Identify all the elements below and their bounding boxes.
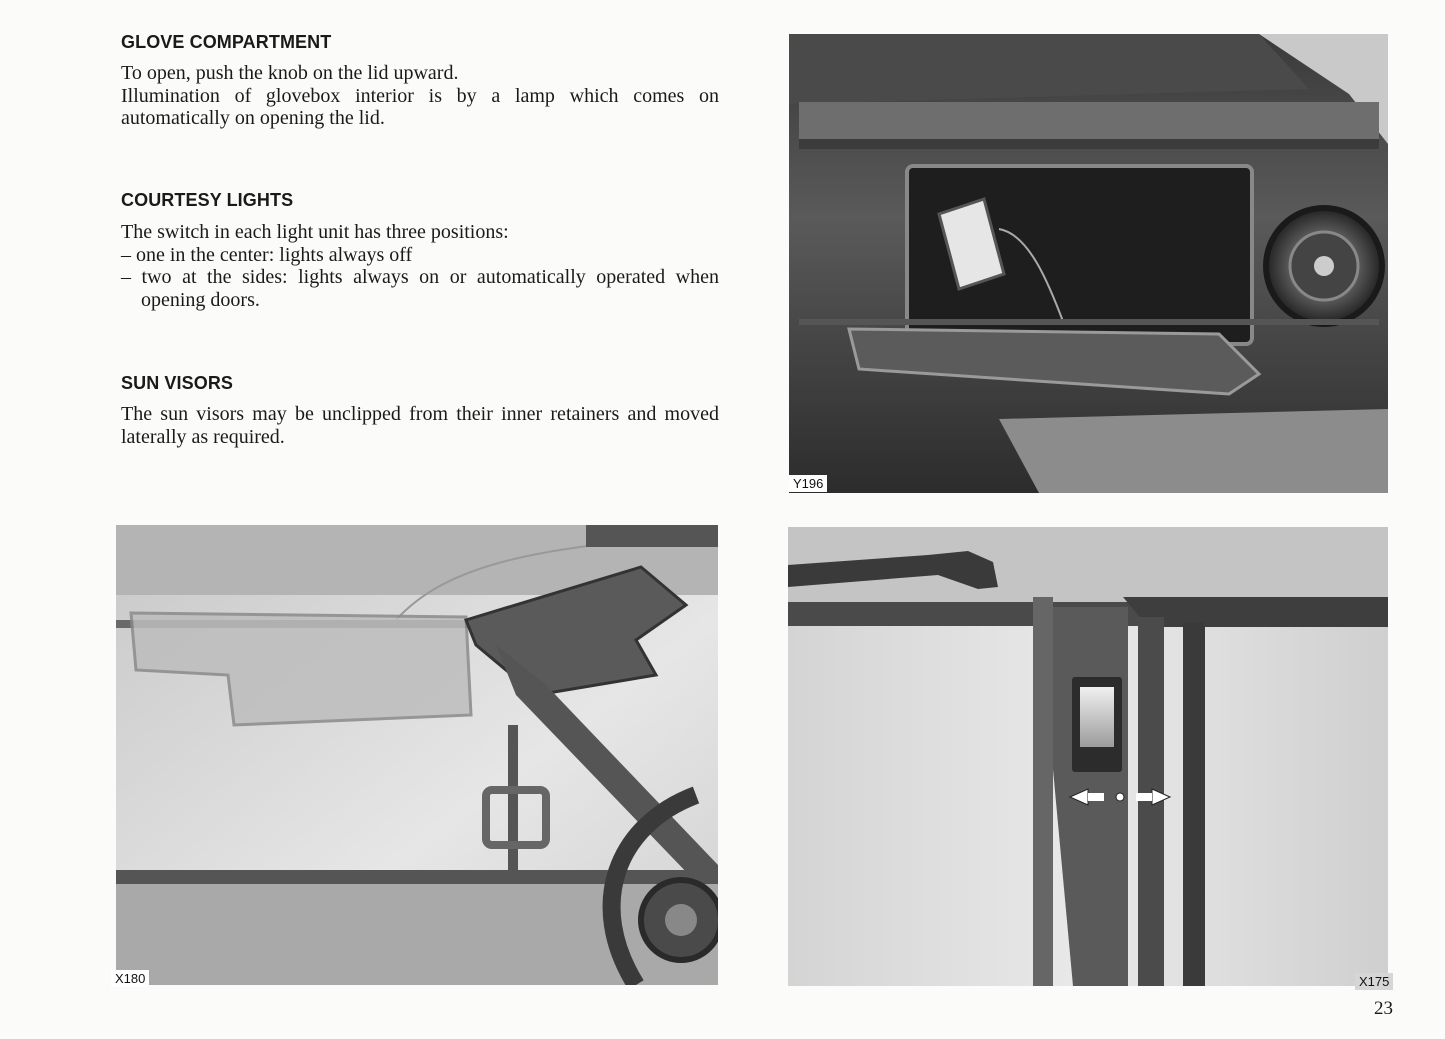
figure-code-x175: X175	[1355, 973, 1393, 990]
glove-line-2: Illumination of glovebox interior is by a lamp which comes on automatically on opening the lid.	[121, 84, 719, 129]
courtesy-item-1: – one in the center: lights always off	[121, 243, 413, 266]
figure-code-y196: Y196	[789, 475, 827, 492]
courtesy-light-illustration	[788, 527, 1388, 986]
sun-visors-text: The sun visors may be unclipped from their inner retainers and moved laterally as required.	[121, 403, 719, 448]
sun-visor-photo	[116, 525, 718, 985]
glove-line-1: To open, push the knob on the lid upward.	[121, 62, 459, 84]
courtesy-item-2: – two at the sides: lights always on or automatically operated when opening doors.	[121, 266, 719, 311]
courtesy-intro: The switch in each light unit has three positions:	[121, 221, 509, 243]
glove-compartment-heading: GLOVE COMPARTMENT	[121, 32, 332, 52]
glovebox-illustration	[789, 34, 1388, 493]
figure-code-x180: X180	[111, 970, 149, 987]
courtesy-lights-heading: COURTESY LIGHTS	[121, 190, 294, 210]
sun-visors-heading: SUN VISORS	[121, 373, 234, 393]
courtesy-light-photo	[788, 527, 1388, 986]
sun-visor-illustration	[116, 525, 718, 985]
glove-compartment-text	[121, 62, 719, 130]
courtesy-lights-text	[121, 221, 719, 311]
page-number: 23	[1374, 998, 1393, 1019]
glovebox-photo	[789, 34, 1388, 493]
